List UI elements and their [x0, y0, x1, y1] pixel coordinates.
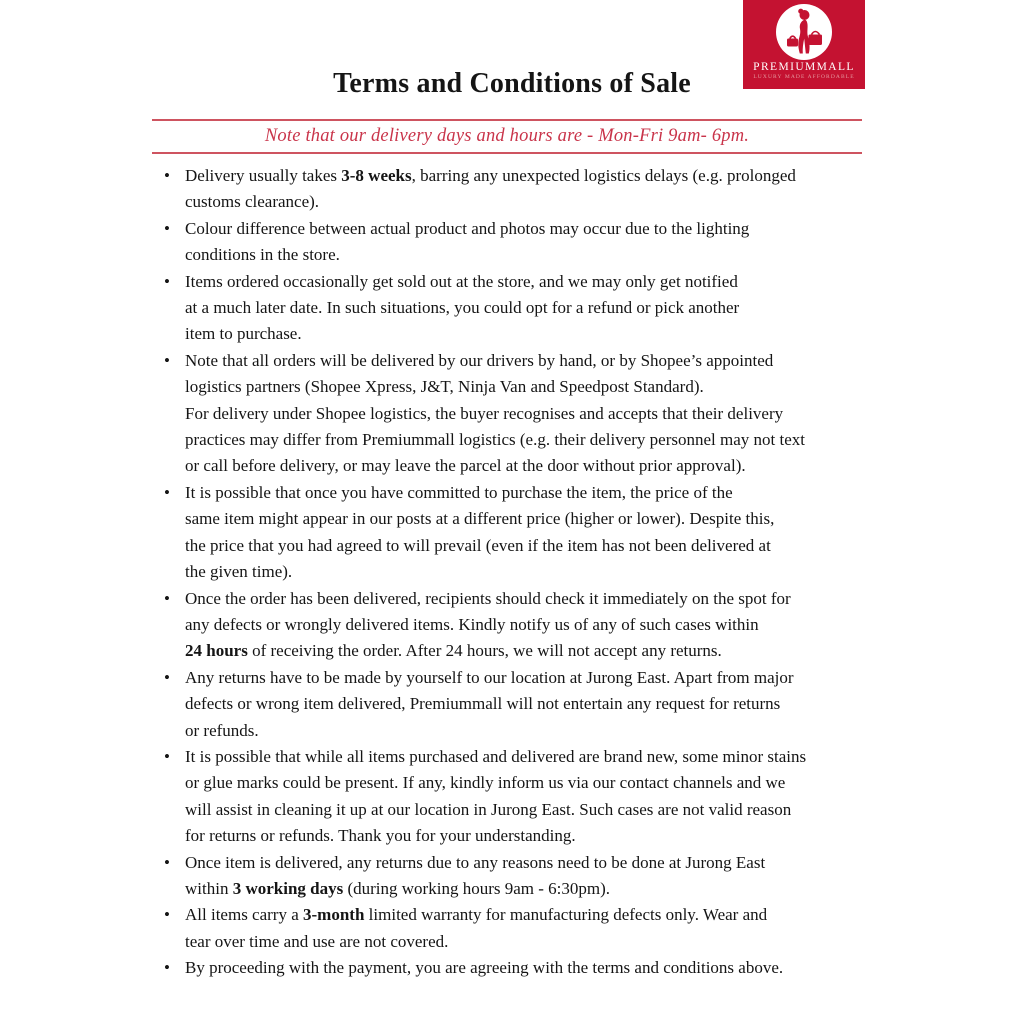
- term-line: the price that you had agreed to will prevail (even if the item has not been delivered at: [185, 535, 771, 555]
- logo-tagline: LUXURY MADE AFFORDABLE: [753, 74, 855, 80]
- term-item: [162, 744, 892, 850]
- term-item: [162, 480, 892, 586]
- term-item: [162, 665, 892, 744]
- term-item: [162, 902, 892, 955]
- term-line: • Any returns have to be made by yourself to our location at Jurong East. Apart from major: [185, 667, 794, 687]
- term-item: [162, 348, 892, 480]
- term-line: for returns or refunds. Thank you for your understanding.: [185, 826, 576, 846]
- term-item: [162, 269, 892, 348]
- term-line: • Delivery usually takes 3-8 weeks, barring any unexpected logistics delays (e.g. prolonged: [185, 166, 796, 185]
- term-line: 24 hours of receiving the order. After 24 hours, we will not accept any returns.: [185, 641, 722, 661]
- page-title: Terms and Conditions of Sale: [333, 68, 691, 99]
- term-line: • It is possible that while all items purchased and delivered are brand new, some minor stains: [185, 746, 807, 766]
- term-line: For delivery under Shopee logistics, the buyer recognises and accepts that their delivery: [185, 403, 784, 423]
- woman-shopper-icon: [776, 4, 832, 60]
- term-line: or call before delivery, or may leave the parcel at the door without prior approval).: [185, 456, 746, 476]
- logo-circle: [776, 4, 832, 60]
- term-line: • By proceeding with the payment, you are agreeing with the terms and conditions above.: [185, 958, 784, 978]
- term-line: • Note that all orders will be delivered by our drivers by hand, or by Shopee’s appointed: [185, 350, 774, 370]
- term-item: [162, 586, 892, 665]
- term-line: or refunds.: [185, 720, 259, 740]
- term-line: within 3 working days (during working hours 9am - 6:30pm).: [185, 878, 611, 898]
- term-line: practices may differ from Premiummall logistics (e.g. their delivery personnel may not text: [185, 430, 806, 450]
- delivery-note-band: [152, 119, 862, 154]
- term-line: conditions in the store.: [185, 245, 340, 265]
- term-line: • Once the order has been delivered, recipients should check it immediately on the spot for: [185, 588, 791, 608]
- term-line: the given time).: [185, 562, 293, 582]
- term-line: defects or wrong item delivered, Premiummall will not entertain any request for returns: [185, 694, 781, 714]
- term-line: customs clearance).: [185, 192, 320, 212]
- term-line: tear over time and use are not covered.: [185, 931, 449, 951]
- term-line: • Once item is delivered, any returns due to any reasons need to be done at Jurong East: [185, 852, 766, 872]
- logo-wordmark: PREMIUMMALL: [753, 61, 855, 73]
- term-line: same item might appear in our posts at a different price (higher or lower). Despite this,: [185, 509, 775, 529]
- term-line: any defects or wrongly delivered items. Kindly notify us of any of such cases within: [185, 614, 759, 634]
- term-item: [162, 216, 892, 269]
- delivery-note-text: Note that our delivery days and hours are - Mon-Fri 9am- 6pm.: [264, 126, 750, 146]
- term-line: or glue marks could be present. If any, kindly inform us via our contact channels and we: [185, 773, 786, 793]
- term-line: logistics partners (Shopee Xpress, J&T, Ninja Van and Speedpost Standard).: [185, 377, 704, 397]
- term-item: [162, 850, 892, 903]
- term-line: • All items carry a 3-month limited warranty for manufacturing defects only. Wear and: [185, 905, 768, 925]
- term-item: [162, 955, 892, 981]
- term-line: at a much later date. In such situations, you could opt for a refund or pick another: [185, 298, 740, 318]
- term-line: will assist in cleaning it up at our location in Jurong East. Such cases are not valid reason: [185, 799, 792, 819]
- terms-list: [162, 163, 892, 982]
- term-line: item to purchase.: [185, 324, 302, 344]
- term-line: • Colour difference between actual product and photos may occur due to the lighting: [185, 218, 750, 238]
- term-item: [162, 163, 892, 216]
- term-line: • It is possible that once you have committed to purchase the item, the price of the: [185, 482, 733, 502]
- term-line: • Items ordered occasionally get sold out at the store, and we may only get notified: [185, 271, 738, 291]
